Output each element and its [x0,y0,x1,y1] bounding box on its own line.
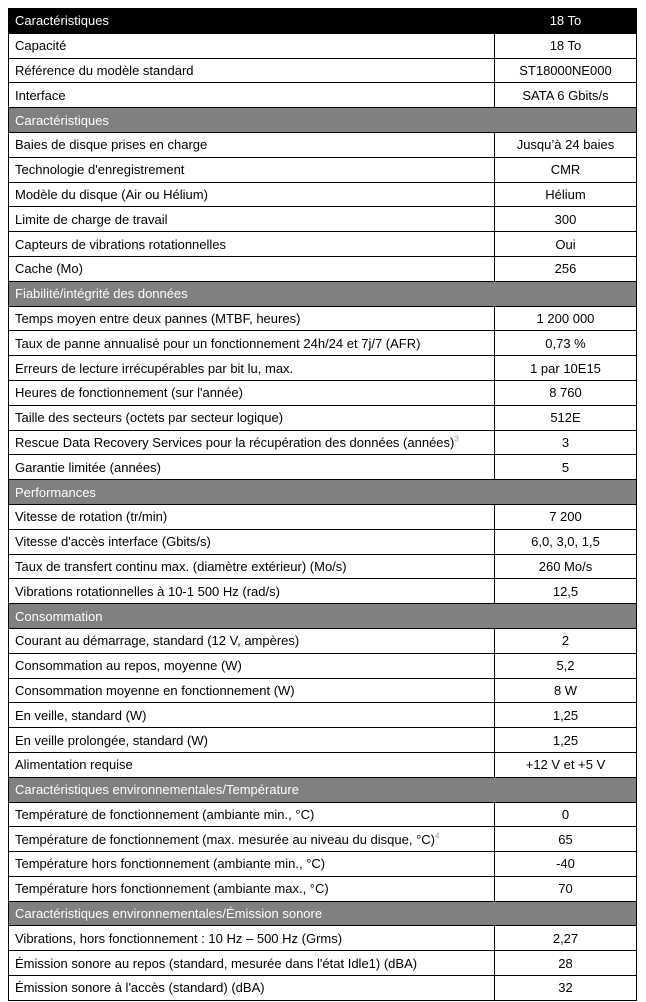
table-row [9,876,637,901]
row-label: Capacité [15,38,67,54]
row-value: 260 Mo/s [495,554,637,579]
row-label-cell [9,678,495,703]
row-label-cell [9,380,495,405]
row-label-cell [9,876,495,901]
section-header-row [9,281,637,306]
row-value: 7 200 [495,504,637,529]
section-title: Caractéristiques environnementales/Émission sonore [9,901,637,926]
table-row [9,802,637,827]
row-label-cell [9,232,495,257]
table-row [9,678,637,703]
row-value: CMR [495,157,637,182]
row-value: Oui [495,232,637,257]
row-value: 512E [495,405,637,430]
row-label: Taux de transfert continu max. (diamètre extérieur) (Mo/s) [15,558,347,574]
row-label-cell [9,554,495,579]
table-row [9,380,637,405]
row-label: Alimentation requise [15,757,133,773]
row-label-cell [9,455,495,480]
row-value: 32 [495,976,637,1001]
section-title: Caractéristiques environnementales/Température [9,777,637,802]
table-row [9,728,637,753]
row-value: 2 [495,628,637,653]
row-label-cell [9,529,495,554]
row-label: Émission sonore à l'accès (standard) (dBA) [15,980,265,996]
row-label-cell [9,951,495,976]
row-value: 6,0, 3,0, 1,5 [495,529,637,554]
row-label: Vibrations, hors fonctionnement : 10 Hz – 500 Hz (Grms) [15,930,343,946]
section-title: Caractéristiques [9,108,637,133]
row-value: 8 760 [495,380,637,405]
section-header-row [9,604,637,629]
row-value: ST18000NE000 [495,58,637,83]
row-label-cell [9,331,495,356]
row-label: Vibrations rotationnelles à 10-1 500 Hz (rad/s) [15,583,280,599]
spec-table [8,8,637,1001]
row-label-cell [9,83,495,108]
row-label: Technologie d'enregistrement [15,162,185,178]
row-label-cell [9,306,495,331]
table-row [9,579,637,604]
row-label-cell [9,132,495,157]
row-label-cell [9,256,495,281]
row-label-cell [9,752,495,777]
header-label: Caractéristiques [9,9,495,34]
row-label: Rescue Data Recovery Services pour la récupération des données (années) [15,434,455,450]
row-label-cell [9,33,495,58]
table-row [9,33,637,58]
header-value: 18 To [495,9,637,34]
row-label-cell [9,207,495,232]
row-value: +12 V et +5 V [495,752,637,777]
row-value: 5 [495,455,637,480]
row-label: Température de fonctionnement (ambiante min., °C) [15,806,315,822]
row-value: SATA 6 Gbits/s [495,83,637,108]
row-value: 256 [495,256,637,281]
table-row [9,232,637,257]
row-label: Température hors fonctionnement (ambiante max., °C) [15,881,329,897]
row-label-cell [9,579,495,604]
table-row [9,752,637,777]
row-label: En veille, standard (W) [15,707,147,723]
row-label: Baies de disque prises en charge [15,137,208,153]
row-label-cell [9,182,495,207]
section-title: Fiabilité/intégrité des données [9,281,637,306]
footnote-marker: 4 [434,831,440,841]
row-label-cell [9,827,495,852]
section-title: Performances [9,480,637,505]
row-label: Consommation au repos, moyenne (W) [15,658,242,674]
row-value: 65 [495,827,637,852]
row-value: 300 [495,207,637,232]
row-value: 1 200 000 [495,306,637,331]
row-label-cell [9,852,495,877]
row-label: Courant au démarrage, standard (12 V, ampères) [15,633,300,649]
row-value: 3 [495,430,637,455]
section-title: Consommation [9,604,637,629]
section-header-row [9,777,637,802]
row-label-cell [9,58,495,83]
row-value: 1,25 [495,728,637,753]
table-row [9,182,637,207]
table-row [9,628,637,653]
table-row [9,430,637,455]
row-value: 18 To [495,33,637,58]
row-label-cell [9,628,495,653]
row-label: Vitesse de rotation (tr/min) [15,509,168,525]
row-value: -40 [495,852,637,877]
row-label-cell [9,802,495,827]
row-label: Limite de charge de travail [15,211,168,227]
table-row [9,827,637,852]
row-label: Temps moyen entre deux pannes (MTBF, heures) [15,310,301,326]
table-row [9,504,637,529]
row-label-cell [9,405,495,430]
row-label: Consommation moyenne en fonctionnement (W) [15,682,295,698]
table-row [9,405,637,430]
table-header-row [9,9,637,34]
row-label: Vitesse d'accès interface (Gbits/s) [15,534,211,550]
row-value: 0,73 % [495,331,637,356]
footnote-marker: 3 [454,434,459,444]
row-label: Émission sonore au repos (standard, mesurée dans l'état Idle1) (dBA) [15,955,418,971]
row-label: Taux de panne annualisé pour un fonctionnement 24h/24 et 7j/7 (AFR) [15,335,421,351]
row-label-cell [9,703,495,728]
section-header-row [9,480,637,505]
row-value: 1,25 [495,703,637,728]
row-label-cell [9,504,495,529]
table-row [9,331,637,356]
table-row [9,207,637,232]
spec-table-container [8,8,636,1001]
table-row [9,529,637,554]
table-row [9,455,637,480]
row-value: Jusqu’à 24 baies [495,132,637,157]
row-label: Erreurs de lecture irrécupérables par bit lu, max. [15,360,294,376]
section-header-row [9,901,637,926]
row-value: 28 [495,951,637,976]
row-value: 5,2 [495,653,637,678]
row-label-cell [9,728,495,753]
table-row [9,256,637,281]
row-label: Température hors fonctionnement (ambiante min., °C) [15,856,326,872]
row-label-cell [9,976,495,1001]
table-row [9,132,637,157]
table-row [9,976,637,1001]
row-label: Cache (Mo) [15,261,83,277]
row-label-cell [9,157,495,182]
row-value: Hélium [495,182,637,207]
table-row [9,852,637,877]
row-label: Modèle du disque (Air ou Hélium) [15,186,208,202]
row-value: 1 par 10E15 [495,356,637,381]
table-row [9,157,637,182]
row-label: En veille prolongée, standard (W) [15,732,208,748]
row-value: 70 [495,876,637,901]
table-row [9,703,637,728]
table-row [9,83,637,108]
row-label-cell [9,926,495,951]
row-label-cell [9,356,495,381]
row-label: Heures de fonctionnement (sur l'année) [15,385,243,401]
table-row [9,554,637,579]
table-row [9,926,637,951]
spec-table-body [9,9,637,1001]
table-row [9,306,637,331]
row-label-cell [9,653,495,678]
row-value: 12,5 [495,579,637,604]
table-row [9,951,637,976]
row-label: Capteurs de vibrations rotationnelles [15,236,227,252]
row-value: 8 W [495,678,637,703]
row-label: Interface [15,87,66,103]
row-label: Taille des secteurs (octets par secteur logique) [15,410,284,426]
row-value: 2,27 [495,926,637,951]
table-row [9,356,637,381]
table-row [9,58,637,83]
section-header-row [9,108,637,133]
row-label-cell [9,430,495,455]
row-label: Température de fonctionnement (max. mesurée au niveau du disque, °C) [15,831,435,847]
row-label: Garantie limitée (années) [15,459,161,475]
row-label: Référence du modèle standard [15,62,194,78]
row-value: 0 [495,802,637,827]
table-row [9,653,637,678]
